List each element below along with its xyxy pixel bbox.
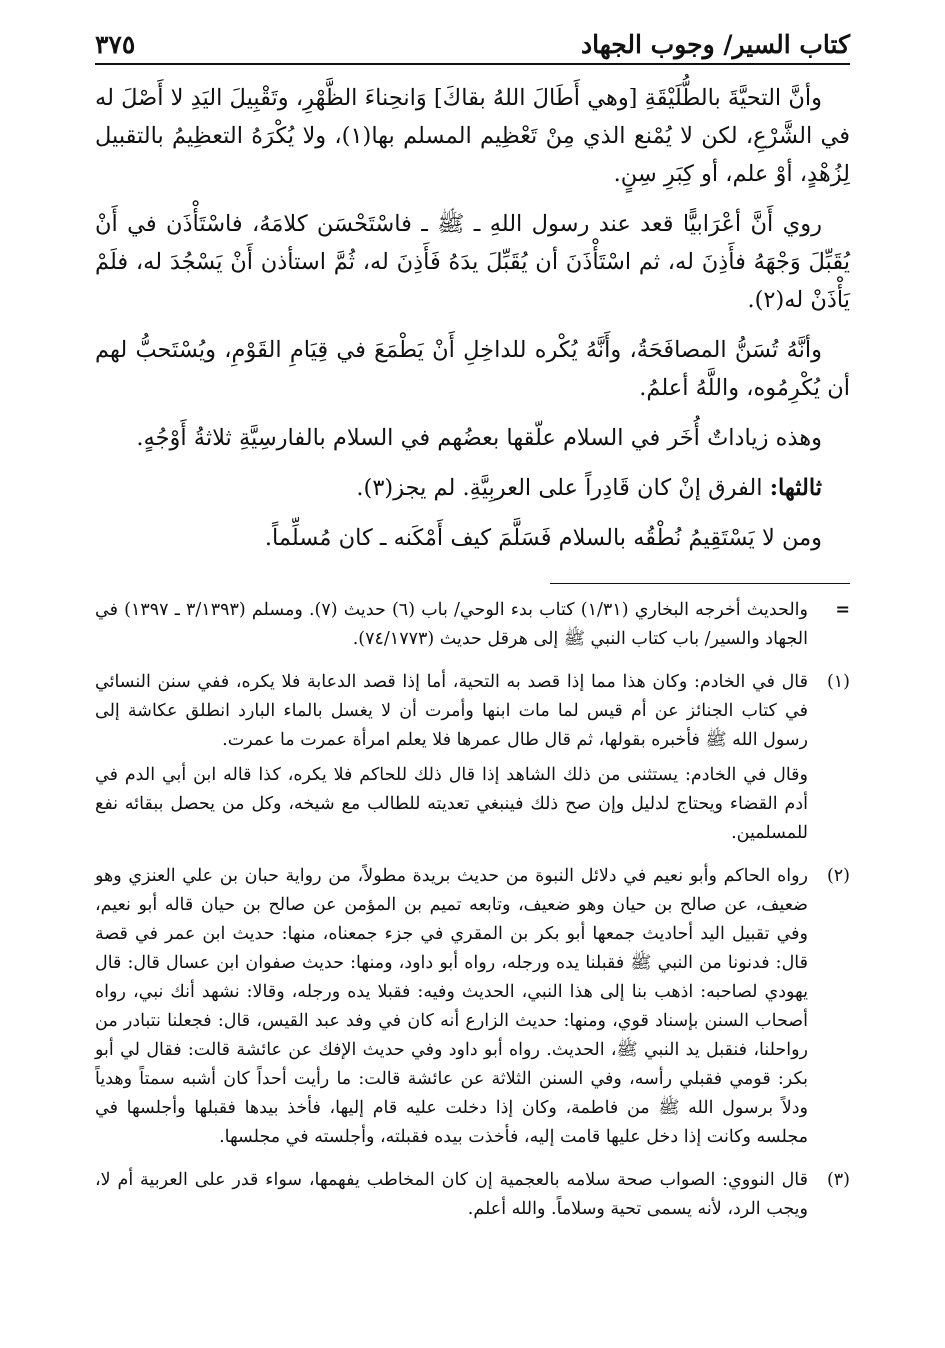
paragraph-persian-greeting: وهذه زياداتٌ أُخَر في السلام علّقها بعضُهم في السلام بالفارسِيَّةِ ثلاثةُ أَوْجُهٍ.: [136, 425, 822, 451]
footnote-separator: [550, 583, 850, 584]
chapter-title: كتاب السير/ وجوب الجهاد: [581, 30, 850, 59]
paragraph-bedouin-hadith: روي أَنَّ أعْرَابيًّا قعد عند رسول اللهِ ـ ﷺ ـ فاسْتَحْسَن كلامَهُ، فاسْتَأْذَن في أَنْ يُقَبِّلَ وَجْهَهُ فأَذِنَ له، ثم اسْتَأْذَنَ أن يُقَبِّلَ يدَهُ فَأَذِنَ له، ثُمَّ استأذن أَنْ يَسْجُدَ له، فلَمْ يَأْذَنْ له(٢).: [95, 211, 850, 313]
footnote-1: [95, 668, 850, 854]
footnote-text: رواه الحاكم وأبو نعيم في دلائل النبوة من حديث بريدة مطولاً، من رواية حبان بن علي العنزي وهو ضعيف، عن صالح بن حيان وهو ضعيف، وتابعه تميم بن المؤمن عن صالح بن حيان قاله أبو نعيم، وفي تقبيل اليد أحاديث جمعها أبو بكر بن المقري في جزء جمعناه، منها: حديث ابن عمر في قصة قال: فدنونا من النبي ﷺ فقبلنا يده ورجله، رواه أبو داود، ومنها: حديث صفوان ابن عسال قال: قال يهودي لصاحبه: اذهب بنا إلى هذا النبي، الحديث وفيه: فقبلا يده ورجله، وقالا: نشهد أنك نبي، رواه أصحاب السنن بإسناد قوي، ومنها: حديث الزارع أنه كان في وفد عبد القيس، قال: فجعلنا نتبادر من رواحلنا، فنقبل يد النبي ﷺ، الحديث. رواه أبو داود وفي حديث الإفك عن عائشة قالت: فقال لي أبو بكر: قومي فقبلي رأسه، وفي السنن الثلاثة عن عائشة قالت: ما رأيت أحداً كان أشبه سمتاً وهدياً ودلاً برسول الله ﷺ من فاطمة، وكان إذا دخلت عليه قام إليها، فأخذ بيدها فقبلها وأجلسها في مجلسه وكانت إذا دخل عليها قامت إليه، فأخذت بيده فقبلته، وأجلسته في مجلسها.: [95, 866, 808, 1147]
paragraph-unable-to-pronounce: ومن لا يَسْتَقِيمُ نُطْقُه بالسلام فَسَلَّمَ كيف أَمْكَنه ـ كان مُسلِّماً.: [264, 525, 822, 551]
footnote-body: [95, 862, 808, 1158]
running-header: [95, 30, 850, 65]
footnote-mark: (٣): [826, 1170, 850, 1190]
footnotes: [95, 596, 850, 1230]
footnote-3: [95, 1166, 850, 1230]
main-text: [95, 79, 850, 557]
footnote-mark: (٢): [826, 866, 850, 886]
footnote-2: [95, 862, 850, 1158]
footnote-continued: [95, 596, 850, 660]
footnote-text: قال النووي: الصواب صحة سلامه بالعجمية إن كان المخاطب يفهمها، سواء قدر على العربية أم لا، ويجب الرد، لأنه يسمى تحية وسلاماً. والله أعلم.: [95, 1170, 808, 1219]
footnote-body: [95, 1166, 808, 1230]
page-number: ٣٧٥: [95, 30, 136, 59]
footnote-mark: =: [835, 600, 850, 620]
paragraph-third-view: [95, 469, 850, 507]
paragraph-handshake: وأنَّهُ تُسَنُّ المصافَحَةُ، وأَنَّهُ يُكْره للداخِلِ أَنْ يَطْمَعَ في قِيَامِ القَوْمِ، ويُسْتَحبُّ لهم أن يُكْرِمُوه، واللَّهُ أعلمُ.: [95, 337, 850, 401]
third-view-text: الفرق إنْ كان قَادِراً على العربِيَّةِ. لم يجز(٣).: [356, 475, 763, 501]
footnote-body: [95, 668, 808, 854]
third-label: ثالثها:: [769, 475, 822, 501]
footnote-text: والحديث أخرجه البخاري (١/٣١) كتاب بدء الوحي/ باب (٦) حديث (٧). ومسلم (٣/١٣٩٣ ـ ١٣٩٧) في الجهاد والسير/ باب كتاب النبي ﷺ إلى هرقل حديث (٧٤/١٧٧٣).: [95, 600, 808, 649]
footnote-body: [95, 596, 808, 660]
footnote-text: وقال في الخادم: يستثنى من ذلك الشاهد إذا قال ذلك للحاكم فلا يكره، كذا قاله ابن أبي الدم في أدم القضاء ويحتاج لدليل وإن صح ذلك فينبغي تعديته للطالب مع شيخه، وكل من يحصل ببقائه نفع للمسلمين.: [95, 765, 808, 843]
footnote-text: قال في الخادم: وكان هذا مما إذا قصد به التحية، أما إذا قصد الدعابة فلا يكره، ففي سنن النسائي في كتاب الجنائز عن أم قيس لما مات ابنها وأمرت أن لا يغسل بالماء البارد انطلق عكاشة إلى رسول الله ﷺ فأخبره بقولها، ثم قال طال عمرها فلا يعلم امرأة عمرت ما عمرت.: [95, 672, 808, 750]
book-page: [95, 30, 850, 1238]
paragraph-greeting-rules: وأنَّ التحيَّةَ بالطُّلَيْقَةِ [وهي أَطَالَ اللهُ بقاكَ] وَانحِناءَ الظَّهْرِ، وتَقْبِيلَ اليَدِ لا أَصْلَ له في الشَّرْعِ، لكن لا يُمْنع الذي مِنْ تَعْظِيم المسلم بها(١)، ولا يُكْرَهُ التعظِيمُ بالتقبيل لِزُهْدٍ، أوْ علم، أو كِبَرِ سِنٍ.: [95, 85, 850, 187]
footnote-mark: (١): [826, 672, 850, 692]
